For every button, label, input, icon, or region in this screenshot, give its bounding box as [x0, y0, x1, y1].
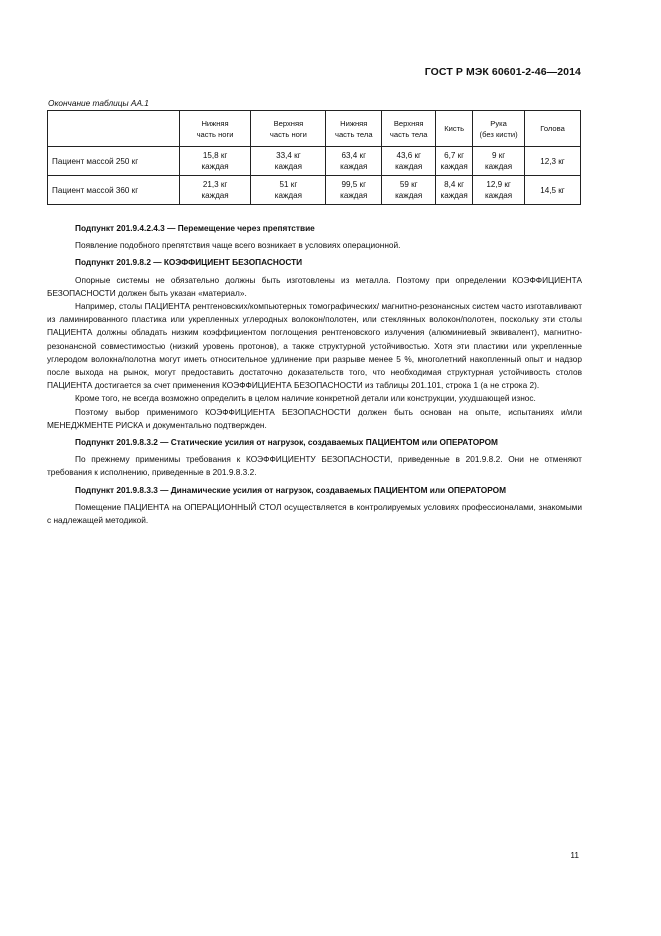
subclause-heading: Подпункт 201.9.8.3.3 — Динамические усилия от нагрузок, создаваемых ПАЦИЕНТОМ или ОПЕРАТОРОМ	[75, 484, 507, 495]
table-caption: Окончание таблицы АА.1	[48, 98, 149, 108]
table-row	[48, 147, 581, 176]
column-header: Нижняя часть ноги	[179, 111, 251, 147]
row-label: Пациент массой 250 кг	[48, 147, 180, 176]
table-cell: 14,5 кг	[525, 176, 581, 205]
table-cell: 21,3 кг каждая	[179, 176, 251, 205]
row-label: Пациент массой 360 кг	[48, 176, 180, 205]
subclause-heading: Подпункт 201.9.8.2 — КОЭФФИЦИЕНТ БЕЗОПАСНОСТИ	[75, 257, 303, 268]
column-header	[48, 111, 180, 147]
load-table	[47, 110, 581, 205]
paragraph: Поэтому выбор применимого КОЭФФИЦИЕНТА БЕЗОПАСНОСТИ должен быть основан на опыте, испытаниях и/или МЕНЕДЖМЕНТЕ РИСКА и документально подтвержден.	[47, 406, 582, 430]
table-cell: 9 кг каждая	[473, 147, 525, 176]
body-text	[47, 222, 582, 527]
table-cell: 33,4 кг каждая	[251, 147, 326, 176]
table-cell: 63,4 кг каждая	[326, 147, 382, 176]
table-cell: 12,3 кг	[525, 147, 581, 176]
subclause-heading: Подпункт 201.9.8.3.2 — Статические усилия от нагрузок, создаваемых ПАЦИЕНТОМ или ОПЕРАТОРОМ	[75, 437, 498, 448]
table-cell: 99,5 кг каждая	[326, 176, 382, 205]
table-cell: 43,6 кг каждая	[382, 147, 436, 176]
page-number: 11	[570, 850, 579, 860]
column-header: Кисть	[436, 111, 473, 147]
paragraph: Опорные системы не обязательно должны быть изготовлены из металла. Поэтому при определении КОЭФФИЦИЕНТА БЕЗОПАСНОСТИ должен быть указан «материал».	[47, 274, 582, 298]
table-cell: 8,4 кг каждая	[436, 176, 473, 205]
paragraph: Кроме того, не всегда возможно определить в целом наличие конкретной детали или конструкции, ухудшающей износ.	[75, 393, 536, 404]
table-cell: 59 кг каждая	[382, 176, 436, 205]
document-code: ГОСТ Р МЭК 60601-2-46—2014	[424, 66, 581, 78]
table-cell: 51 кг каждая	[251, 176, 326, 205]
column-header: Рука (без кисти)	[473, 111, 525, 147]
column-header: Голова	[525, 111, 581, 147]
subclause-heading: Подпункт 201.9.4.2.4.3 — Перемещение через препятствие	[75, 223, 315, 233]
paragraph: Появление подобного препятствия чаще всего возникает в условиях операционной.	[75, 240, 401, 251]
paragraph: По прежнему применимы требования к КОЭФФИЦИЕНТУ БЕЗОПАСНОСТИ, приведенные в 201.9.8.2. Они не отменяют требования к исполнению, приведенные в 201.9.8.3.2.	[47, 454, 582, 478]
table-cell: 12,9 кг каждая	[473, 176, 525, 205]
table-header-row	[48, 111, 581, 147]
paragraph: Помещение ПАЦИЕНТА на ОПЕРАЦИОННЫЙ СТОЛ осуществляется в контролируемых условиях профессионалами, знакомыми с надлежащей методикой.	[47, 501, 582, 526]
table-row	[48, 176, 581, 205]
table-cell: 15,8 кг каждая	[179, 147, 251, 176]
column-header: Верхняя часть ноги	[251, 111, 326, 147]
paragraph: Например, столы ПАЦИЕНТА рентгеновских/компьютерных томографических/ магнитно-резонансных систем часто изготавливают из ламинированного пластика или укрепленных углеродных волокон/полотен, или стеклянных волокон/полотен, поскольку эти столы ПАЦИЕНТА должны обладать низким коэффициентом поглощения рентгеновского излучения (алюминиевый эквивалент), магнитно-резонансной совместимостью (низкий уровень протонов), а также структурной устойчивостью. Хотя эти пластики или укрепленные углеродом волокна/полотна могут иметь относительное удлинение при разрыве менее 5 %, многолетний накопленный опыт и надзор после выхода на рынок, могут предоставить достаточно доказательств того, что необходимая структурная устойчивость столов ПАЦИЕНТА достигается за счет применения КОЭФФИЦИЕНТА БЕЗОПАСНОСТИ из таблицы 201.101, строка 1 (а не строка 2).	[47, 301, 582, 391]
column-header: Верхняя часть тела	[382, 111, 436, 147]
table-cell: 6,7 кг каждая	[436, 147, 473, 176]
column-header: Нижняя часть тела	[326, 111, 382, 147]
